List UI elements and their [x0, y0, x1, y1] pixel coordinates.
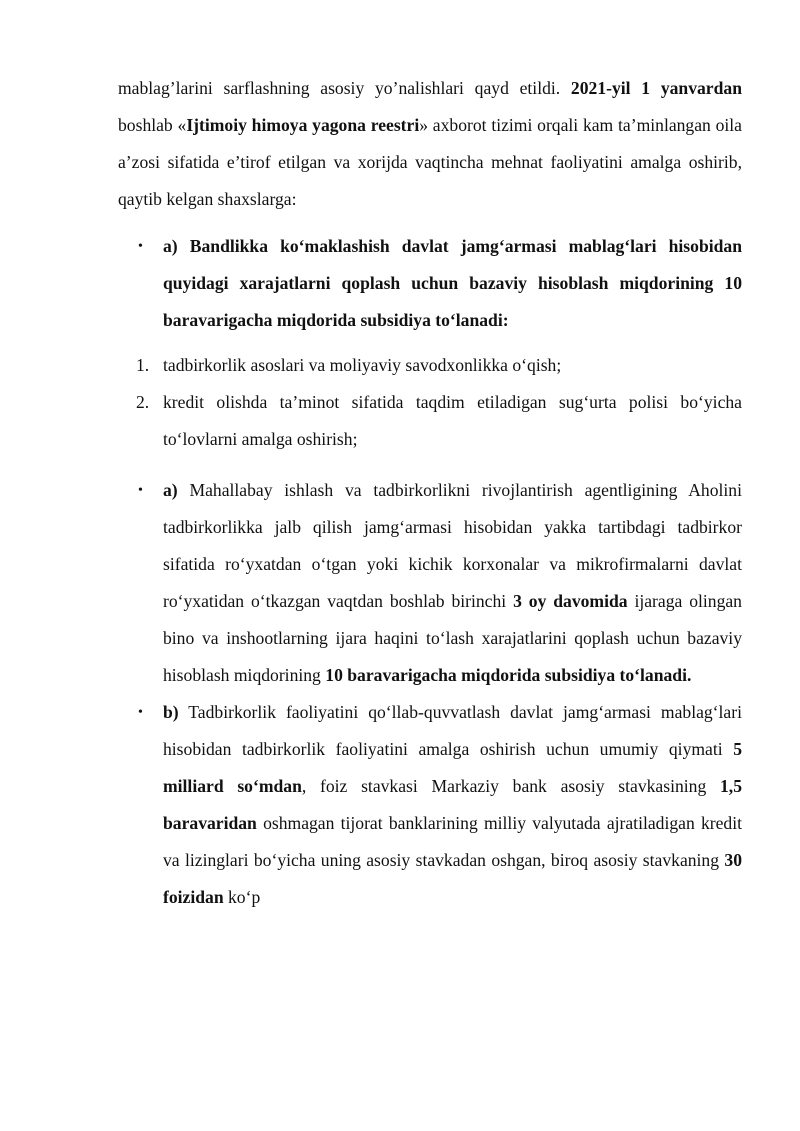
numbered-item [118, 347, 742, 384]
bullet-text-3: oshmagan tijorat banklarining milliy valyutada ajratiladigan kredit va lizinglari bo‘yicha uning asosiy stavkadan oshgan, biroq asosiy stavkaning [163, 813, 742, 870]
bullet-bold-duration: 3 oy davomida [513, 591, 628, 611]
bullet-text-4: ko‘p [223, 887, 261, 907]
intro-text-3: » axborot tizimi orqali kam ta’minlangan oila a’zosi sifatida e’tirof etilgan va xorijda vaqtincha mehnat faoliyatini amalga oshirib, qaytib kelgan shaxslarga: [118, 115, 742, 209]
bullet-text-1: Mahallabay ishlash va tadbirkorlikni rivojlantirish agentligining Aholini tadbirkorlikka jalb qilish jamg‘armasi hisobidan yakka tartibdagi tadbirkor sifatida ro‘yxatdan o‘tgan yoki kichik korxonalar va mikrofirmalarni davlat ro‘yxatidan o‘tkazgan vaqtdan boshlab birinchi [163, 480, 742, 611]
bullet-icon: • [138, 483, 143, 498]
bullet-item-rent-subsidy [118, 472, 742, 694]
bullet-list-2 [118, 472, 742, 916]
list-number: 2. [136, 392, 150, 412]
intro-date-bold: 2021-yil 1 yanvardan [570, 78, 742, 98]
list-item-text: kredit olishda ta’minot sifatida taqdim etiladigan sug‘urta polisi bo‘yicha to‘lovlarni amalga oshirish; [163, 392, 742, 449]
bullet-bold-rate: 1,5 baravaridan [163, 776, 742, 833]
intro-text-1: mablag’larini sarflashning asosiy yo’nalishlari qayd etildi. [118, 78, 571, 98]
bullet-text-1: Tadbirkorlik faoliyatini qo‘llab-quvvatlash davlat jamg‘armasi mablag‘lari hisobidan tadbirkorlik faoliyatini amalga oshirish uchun umumiy qiymati [163, 702, 742, 759]
bullet-item-credit-support [118, 694, 742, 916]
bullet-bold-value: 5 milliard so‘mdan [163, 739, 742, 796]
bullet-list-1 [118, 228, 742, 339]
bullet-label: a) [163, 480, 178, 500]
intro-registry-bold: Ijtimoiy himoya yagona reestri [186, 115, 420, 135]
bullet-item-employment-fund [118, 228, 742, 339]
bullet-text-2: , foiz stavkasi Markaziy bank asosiy stavkasining [301, 776, 720, 796]
bullet-bold-amount: 10 baravarigacha miqdorida subsidiya to‘lanadi. [325, 665, 692, 685]
list-number: 1. [136, 355, 150, 375]
bullet-bold-percent: 30 foizidan [163, 850, 742, 907]
bullet-icon: • [138, 705, 143, 720]
numbered-item [118, 384, 742, 458]
intro-paragraph [118, 70, 742, 218]
bullet-text-2: ijaraga olingan bino va inshootlarning ijara haqini to‘lash xarajatlarini qoplash uchun bazaviy hisoblash miqdorining [163, 591, 742, 685]
list-item-text: tadbirkorlik asoslari va moliyaviy savodxonlikka o‘qish; [163, 355, 562, 375]
document-page [118, 70, 742, 916]
bullet-item-text: a) Bandlikka ko‘maklashish davlat jamg‘armasi mablag‘lari hisobidan quyidagi xarajatlarni qoplash uchun bazaviy hisoblash miqdorining 10 baravarigacha miqdorida subsidiya to‘lanadi: [163, 236, 742, 330]
bullet-label: b) [163, 702, 179, 722]
bullet-icon: • [138, 239, 143, 254]
numbered-list [118, 347, 742, 458]
intro-text-2: boshlab « [118, 115, 187, 135]
